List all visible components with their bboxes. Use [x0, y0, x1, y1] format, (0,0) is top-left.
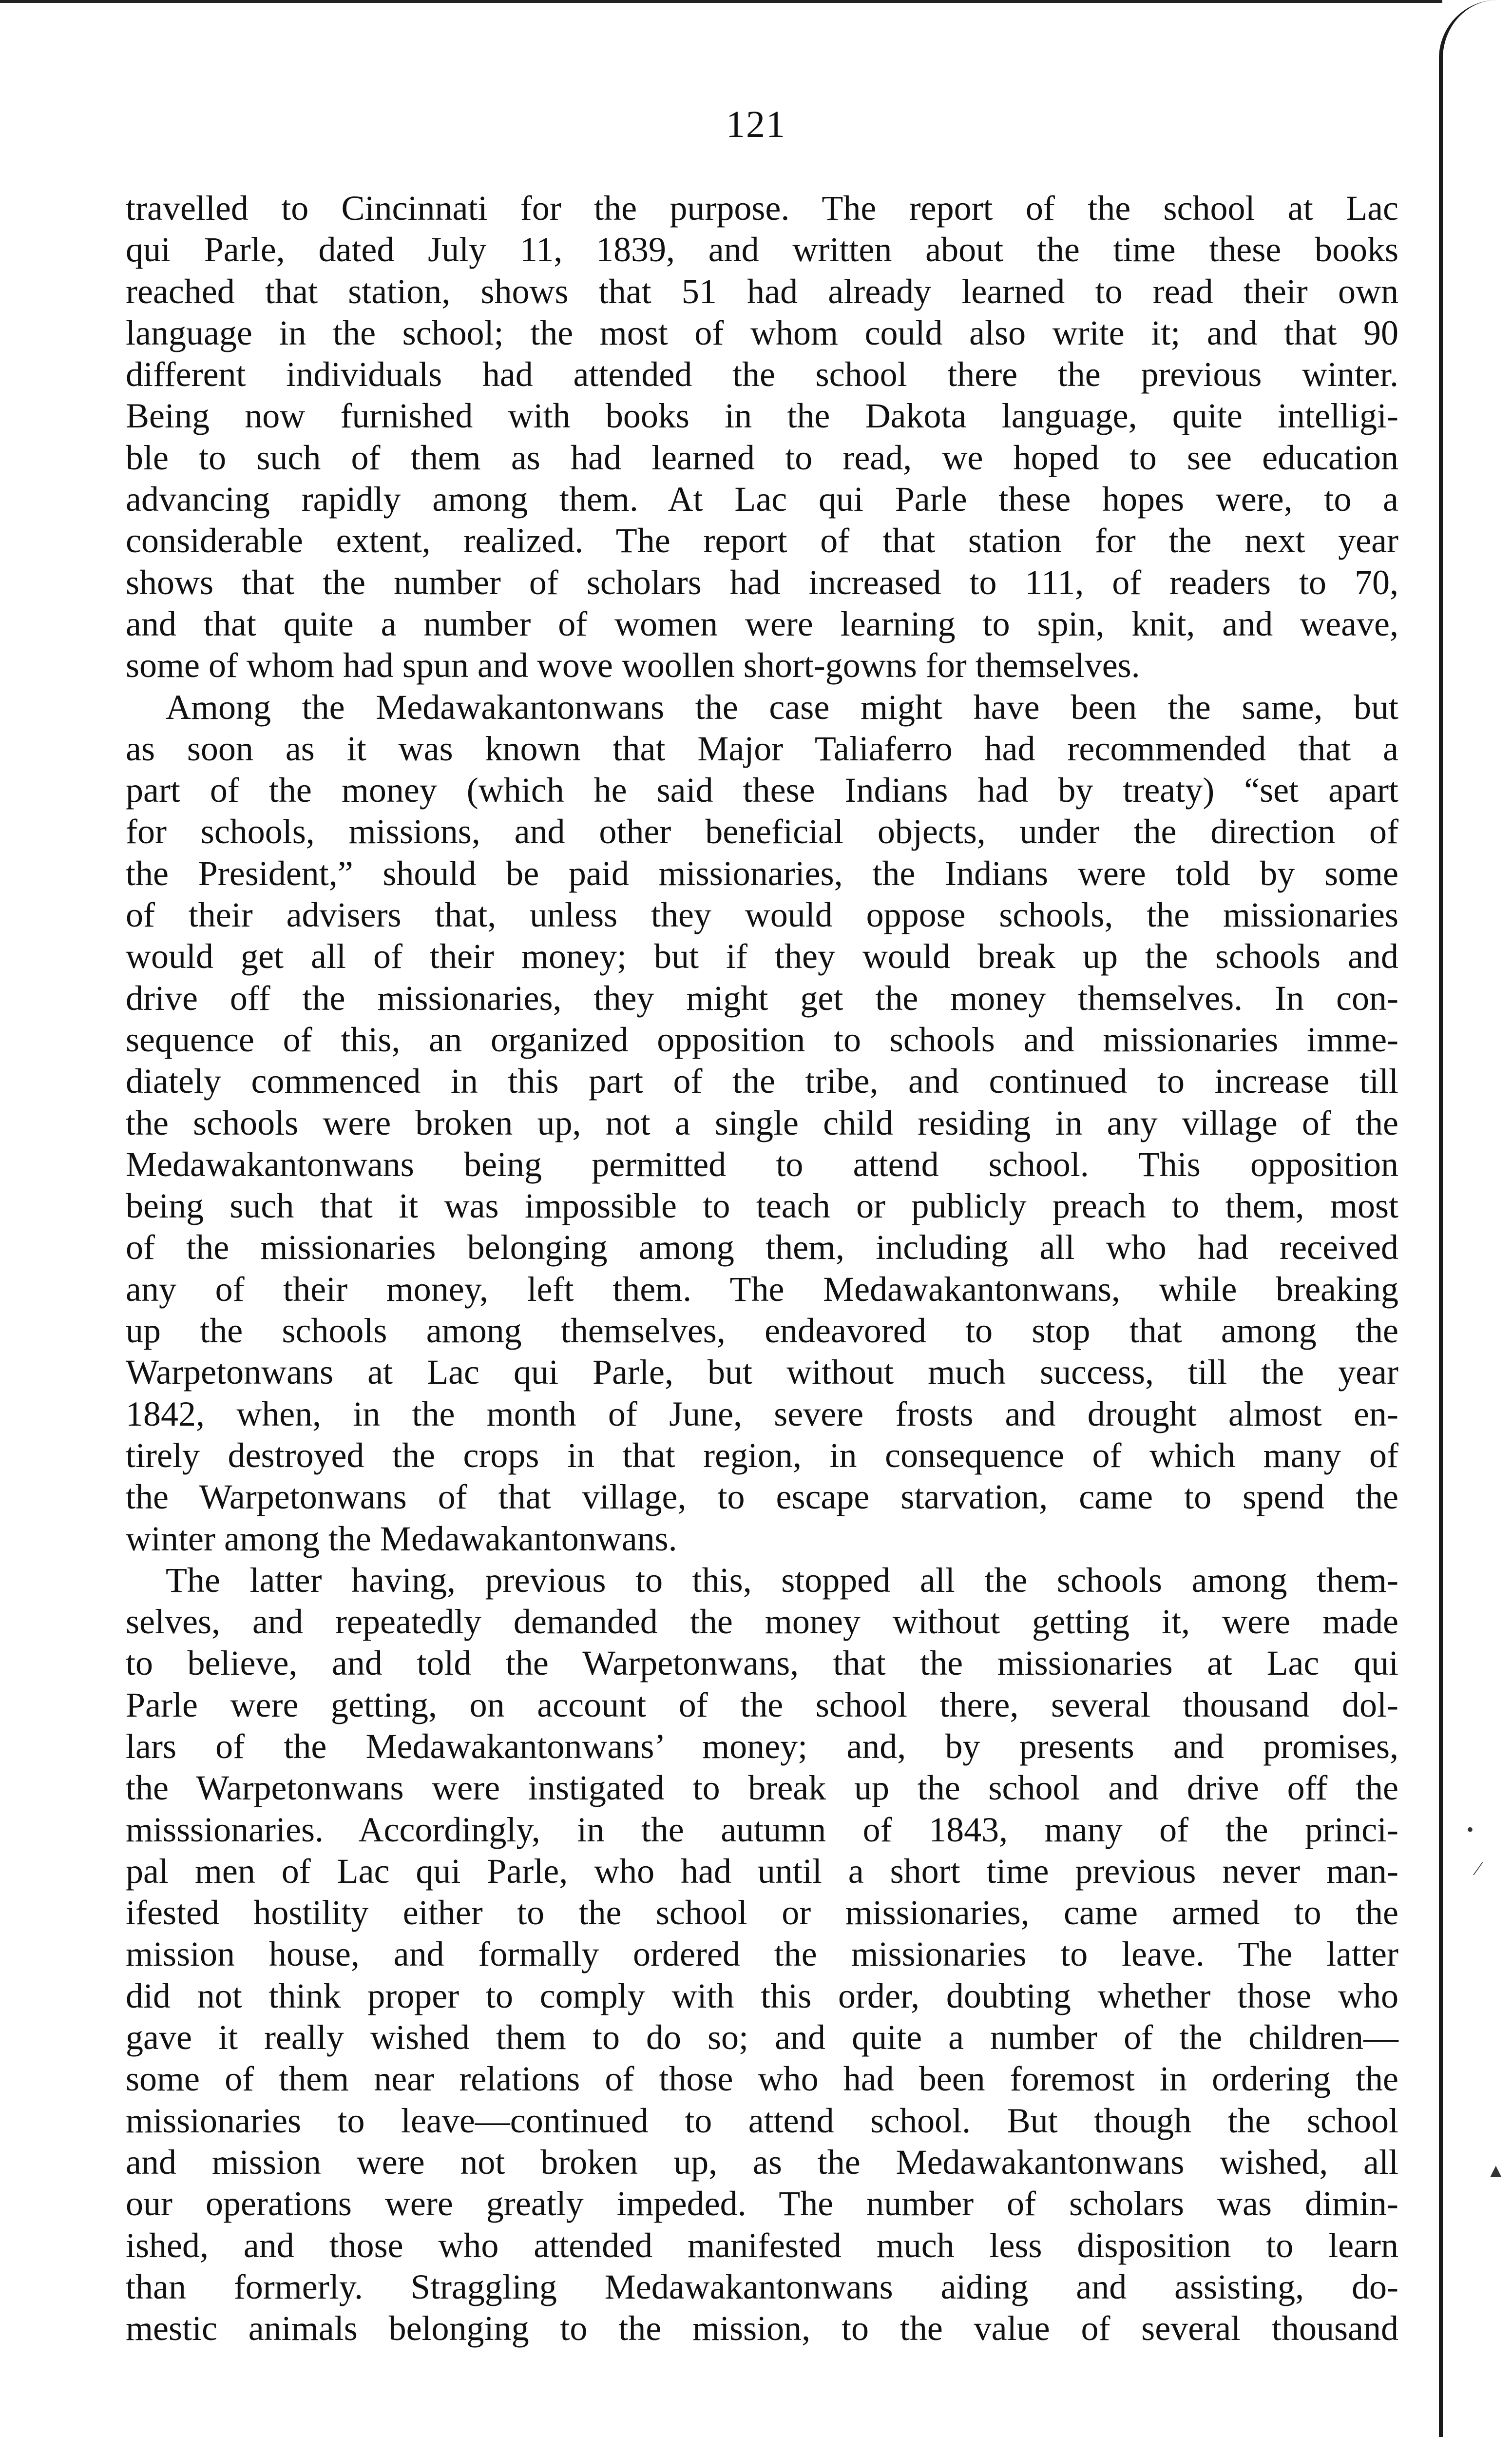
text-line: language in the school; the most of whom could also write it; and that 90 — [126, 313, 1398, 352]
page-number: 121 — [726, 103, 786, 145]
text-line: lars of the Medawakantonwans’ money; and, by presents and promises, — [126, 1726, 1398, 1766]
text-line: ble to such of them as had learned to read, we hoped to see education — [126, 438, 1398, 477]
text-line: pal men of Lac qui Parle, who had until a short time previous never man- — [126, 1851, 1398, 1891]
text-line: as soon as it was known that Major Taliaferro had recommended that a — [126, 729, 1398, 768]
text-line: gave it really wished them to do so; and quite a number of the children— — [126, 2018, 1398, 2057]
text-line: and that quite a number of women were learning to spin, knit, and weave, — [126, 604, 1398, 643]
margin-speck: ⁄ — [1476, 1857, 1480, 1879]
text-line: part of the money (which he said these Indians had by treaty) “set apart — [126, 771, 1398, 810]
top-edge-rule — [0, 0, 1442, 3]
margin-speck: ▲ — [1486, 2160, 1506, 2182]
text-line: Being now furnished with books in the Dakota language, quite intelligi- — [126, 396, 1398, 436]
text-line: the Warpetonwans were instigated to break up the school and drive off the — [126, 1768, 1398, 1808]
text-line: for schools, missions, and other beneficial objects, under the direction of — [126, 812, 1398, 851]
text-line: some of them near relations of those who had been foremost in ordering the — [126, 2059, 1398, 2099]
text-line: qui Parle, dated July 11, 1839, and written about the time these books — [126, 230, 1398, 270]
text-line: mestic animals belonging to the mission, to the value of several thousand — [126, 2309, 1398, 2348]
text-line: any of their money, left them. The Medawakantonwans, while breaking — [126, 1269, 1398, 1309]
text-line: Warpetonwans at Lac qui Parle, but without much success, till the year — [126, 1353, 1398, 1392]
margin-speck: • — [1467, 1818, 1474, 1840]
text-line: selves, and repeatedly demanded the money without getting it, were made — [126, 1602, 1398, 1642]
text-line: being such that it was impossible to teach or publicly preach to them, most — [126, 1186, 1398, 1226]
text-line: drive off the missionaries, they might get the money themselves. In con- — [126, 978, 1398, 1018]
text-line: advancing rapidly among them. At Lac qui Parle these hopes were, to a — [126, 480, 1398, 519]
text-line: would get all of their money; but if they would break up the schools and — [126, 937, 1398, 976]
text-line: mission house, and formally ordered the missionaries to leave. The latter — [126, 1934, 1398, 1974]
text-line: sequence of this, an organized opposition to schools and missionaries imme- — [126, 1020, 1398, 1059]
text-line: some of whom had spun and wove woollen short-gowns for themselves. — [126, 646, 1140, 685]
text-line: ished, and those who attended manifested much less disposition to learn — [126, 2225, 1398, 2265]
body-text — [126, 188, 1398, 2349]
text-line: missionaries to leave—continued to attend school. But though the school — [126, 2101, 1398, 2140]
text-line: shows that the number of scholars had increased to 111, of readers to 70, — [126, 562, 1398, 602]
text-line: up the schools among themselves, endeavored to stop that among the — [126, 1311, 1398, 1351]
text-line: did not think proper to comply with this order, doubting whether those who — [126, 1976, 1398, 2015]
text-line: the President,” should be paid missionaries, the Indians were told by some — [126, 853, 1398, 893]
text-line: different individuals had attended the school there the previous winter. — [126, 355, 1398, 394]
text-line: of their advisers that, unless they would oppose schools, the missionaries — [126, 895, 1398, 935]
text-line: our operations were greatly impeded. The number of scholars was dimin- — [126, 2184, 1398, 2224]
text-line: reached that station, shows that 51 had already learned to read their own — [126, 271, 1398, 311]
text-line: misssionaries. Accordingly, in the autumn of 1843, many of the princi- — [126, 1810, 1398, 1849]
text-line: than formerly. Straggling Medawakantonwans aiding and assisting, do- — [126, 2267, 1398, 2306]
text-line: travelled to Cincinnati for the purpose. The report of the school at Lac — [126, 189, 1398, 228]
text-line: winter among the Medawakantonwans. — [126, 1519, 677, 1558]
text-line: ifested hostility either to the school or missionaries, came armed to the — [126, 1893, 1398, 1933]
text-line: and mission were not broken up, as the Medawakantonwans wished, all — [126, 2142, 1398, 2182]
text-line: The latter having, previous to this, stopped all the schools among them- — [166, 1560, 1398, 1600]
text-line: Parle were getting, on account of the school there, several thousand dol- — [126, 1685, 1398, 1724]
text-line: considerable extent, realized. The report of that station for the next year — [126, 521, 1398, 561]
text-line: diately commenced in this part of the tribe, and continued to increase till — [126, 1062, 1398, 1101]
text-line: of the missionaries belonging among them, including all who had received — [126, 1228, 1398, 1267]
text-line: the Warpetonwans of that village, to escape starvation, came to spend the — [126, 1477, 1398, 1517]
text-line: to believe, and told the Warpetonwans, that the missionaries at Lac qui — [126, 1644, 1398, 1683]
text-line: the schools were broken up, not a single child residing in any village of the — [126, 1103, 1398, 1142]
text-line: 1842, when, in the month of June, severe frosts and drought almost en- — [126, 1394, 1398, 1433]
text-line: tirely destroyed the crops in that region, in consequence of which many of — [126, 1435, 1398, 1475]
text-line: Medawakantonwans being permitted to attend school. This opposition — [126, 1144, 1398, 1184]
text-line: Among the Medawakantonwans the case might have been the same, but — [166, 687, 1398, 727]
page-right-edge — [1439, 0, 1512, 2437]
